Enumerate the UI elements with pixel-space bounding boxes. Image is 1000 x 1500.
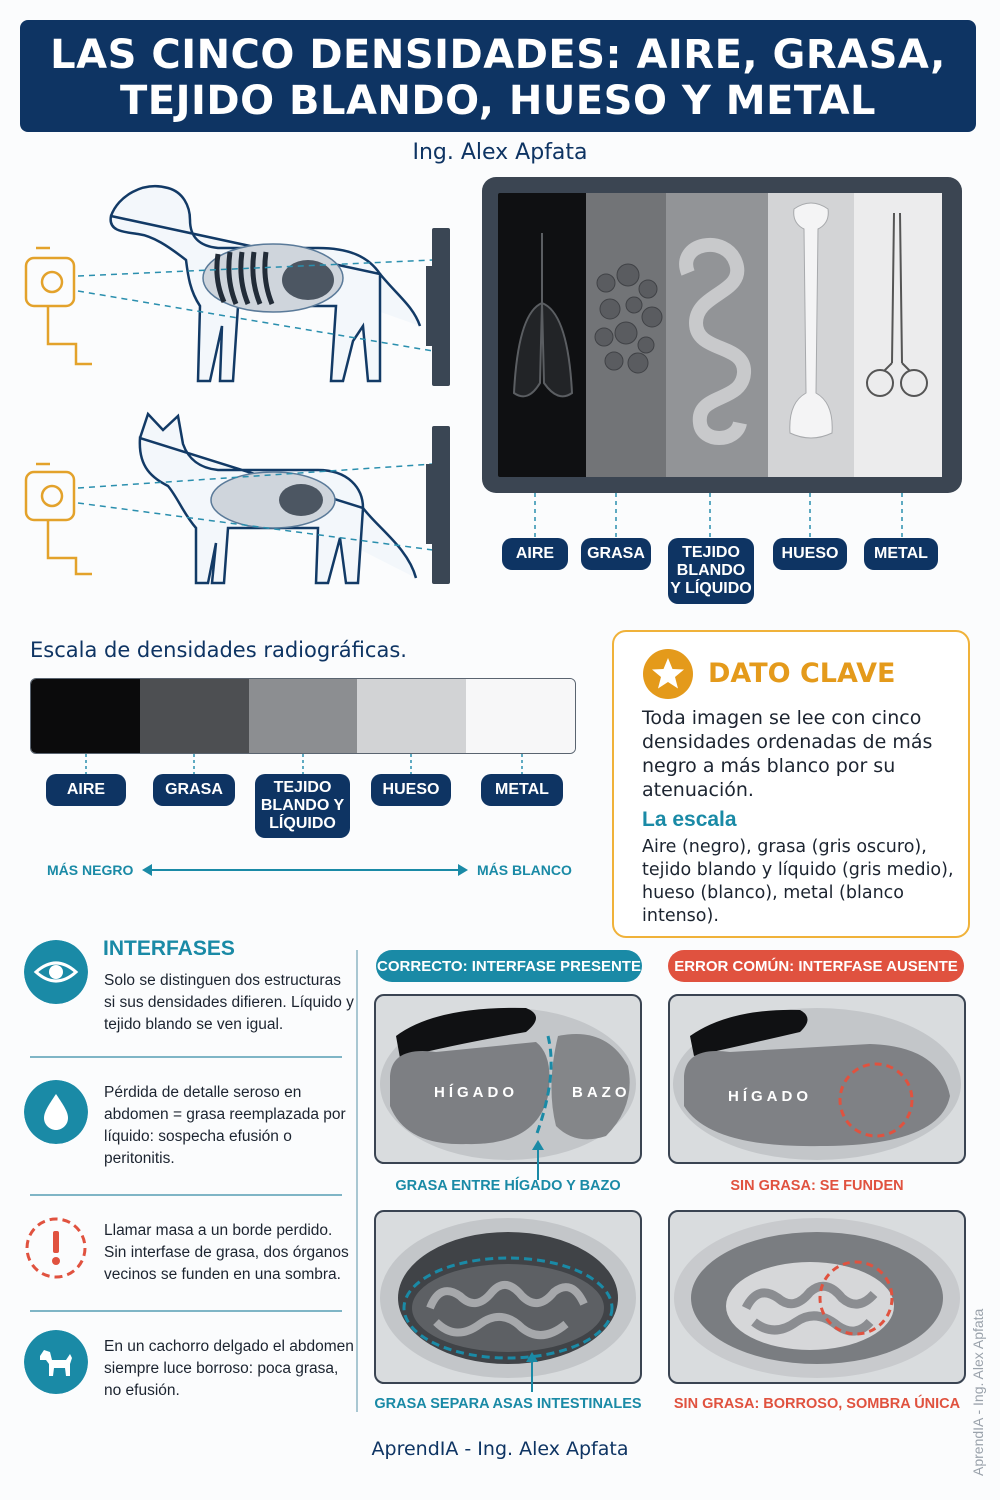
direction-arrow	[142, 862, 468, 878]
sidebar-text-warning: Llamar masa a un borde perdido. Sin interfase de grasa, dos órganos vecinos se funden en una sombra.	[104, 1222, 349, 1283]
liver-spleen-xray	[376, 996, 640, 1162]
xray-source-icon	[26, 464, 92, 574]
drop-icon	[24, 1080, 88, 1144]
scale-connectors	[30, 754, 576, 774]
scale-label-soft-tissue-line3: LÍQUIDO	[269, 815, 336, 832]
scale-label-fat	[153, 774, 235, 806]
footer-credit: AprendIA - Ing. Alex Apfata	[371, 1438, 629, 1460]
key-fact-subtitle: La escala	[642, 808, 737, 831]
monitor-label-connectors	[482, 493, 962, 539]
scale-title: Escala de densidades radiográficas.	[30, 638, 407, 662]
title-line-1: LAS CINCO DENSIDADES: AIRE, GRASA,	[50, 32, 946, 78]
scale-swatch-metal	[466, 679, 575, 753]
key-fact-subtext: Aire (negro), grasa (gris oscuro), tejido blando y líquido (gris medio), hueso (blanco), metal (blanco intenso).	[642, 837, 954, 926]
scale-label-fat-text: GRASA	[165, 781, 223, 798]
scale-label-soft-tissue-line1: TEJIDO	[273, 779, 332, 796]
scale-label-soft-tissue-line2: BLANDO Y	[260, 797, 345, 814]
divider	[30, 1056, 342, 1058]
label-fat	[581, 538, 651, 570]
correct-tag-text: CORRECTO: INTERFASE PRESENTE	[377, 957, 641, 975]
interfaces-heading: INTERFASES	[103, 937, 235, 960]
scale-label-bone-text: HUESO	[382, 781, 440, 798]
divider	[30, 1194, 342, 1196]
caption-fat-between: GRASA ENTRE HÍGADO Y BAZO	[395, 1178, 621, 1194]
density-scale-bar	[30, 678, 576, 754]
correct-tag	[376, 950, 642, 982]
key-fact-text: Toda imagen se lee con cinco densidades ordenadas de más negro a más blanco por su atenuación.	[642, 707, 933, 801]
divider	[30, 1310, 342, 1312]
cat-xray-illustration	[18, 408, 458, 592]
scale-label-soft-tissue	[255, 774, 350, 838]
spleen-label: BAZO	[572, 1084, 631, 1101]
scale-swatch-soft-tissue	[249, 679, 358, 753]
liver-label: HÍGADO	[728, 1088, 812, 1105]
sidebar-text-drop: Pérdida de detalle seroso en abdomen = grasa reemplazada por líquido: sospecha efusión o peritonitis.	[104, 1084, 346, 1167]
liver-spleen-merged-xray	[670, 996, 964, 1162]
intestines-blurred-xray	[670, 1212, 964, 1382]
key-fact-box	[612, 630, 970, 938]
page-title	[20, 20, 976, 132]
panel-metal	[854, 193, 942, 477]
label-air-text: AIRE	[515, 545, 555, 562]
error-tag-text: ERROR COMÚN: INTERFASE AUSENTE	[674, 957, 958, 975]
panel-soft-tissue	[666, 193, 768, 477]
scale-swatch-air	[31, 679, 140, 753]
sidebar-text-dog: En un cachorro delgado el abdomen siempre luce borroso: poca grasa, no efusión.	[104, 1338, 354, 1399]
panel-bone	[768, 193, 854, 477]
intestines-xray	[376, 1212, 640, 1382]
liver-label: HÍGADO	[434, 1084, 518, 1101]
sidebar-text-eye: Solo se distinguen dos estructuras si sus densidades difieren. Líquido y tejido blando se ven igual.	[104, 972, 354, 1033]
label-fat-text: GRASA	[587, 545, 645, 562]
caption-arrow	[530, 1140, 546, 1180]
label-metal	[864, 538, 938, 570]
forceps-icon	[854, 193, 942, 477]
fat-cells-icon	[586, 193, 666, 477]
scale-swatch-fat	[140, 679, 249, 753]
caption-arrow	[524, 1352, 540, 1392]
warning-icon	[24, 1216, 88, 1280]
panel-fat	[586, 193, 666, 477]
scale-label-air	[46, 774, 126, 806]
key-fact-title: DATO CLAVE	[708, 658, 896, 689]
intestine-icon	[666, 193, 768, 477]
caption-fat-separates: GRASA SEPARA ASAS INTESTINALES	[374, 1396, 642, 1412]
scale-label-metal	[481, 774, 563, 806]
dog-xray-illustration	[18, 176, 458, 392]
scale-label-air-text: AIRE	[66, 781, 106, 798]
label-soft-tissue	[668, 538, 754, 604]
xray-monitor	[482, 177, 962, 493]
vertical-divider	[356, 950, 358, 1412]
label-bone-text: HUESO	[781, 545, 839, 562]
lung-icon	[498, 193, 586, 477]
xray-source-icon	[26, 248, 92, 364]
darker-label: MÁS NEGRO	[47, 862, 134, 878]
label-air	[502, 538, 568, 570]
label-soft-tissue-line3: Y LÍQUIDO	[670, 580, 752, 597]
femur-icon	[768, 193, 854, 477]
label-metal-text: METAL	[874, 545, 928, 562]
label-soft-tissue-line1: TEJIDO	[682, 544, 740, 561]
scale-label-metal-text: METAL	[495, 781, 549, 798]
dog-icon	[24, 1330, 88, 1394]
panel-air	[498, 193, 586, 477]
brighter-label: MÁS BLANCO	[477, 862, 572, 878]
star-icon	[642, 648, 694, 700]
watermark: AprendIA - Ing. Alex Apfata	[970, 1308, 986, 1476]
scale-swatch-bone	[357, 679, 466, 753]
label-bone	[773, 538, 847, 570]
caption-merged: SIN GRASA: SE FUNDEN	[730, 1178, 904, 1194]
xray-intestines-error	[668, 1210, 966, 1384]
xray-intestines-correct	[374, 1210, 642, 1384]
eye-icon	[24, 940, 88, 1004]
xray-liver-spleen-error	[668, 994, 966, 1164]
caption-blurred: SIN GRASA: BORROSO, SOMBRA ÚNICA	[673, 1396, 961, 1412]
xray-liver-spleen-correct	[374, 994, 642, 1164]
author: Ing. Alex Apfata	[412, 140, 588, 165]
error-tag	[668, 950, 964, 982]
label-soft-tissue-line2: BLANDO	[676, 562, 746, 579]
monitor-screen	[498, 193, 946, 477]
title-line-2: TEJIDO BLANDO, HUESO Y METAL	[119, 78, 877, 124]
scale-label-bone	[371, 774, 451, 806]
